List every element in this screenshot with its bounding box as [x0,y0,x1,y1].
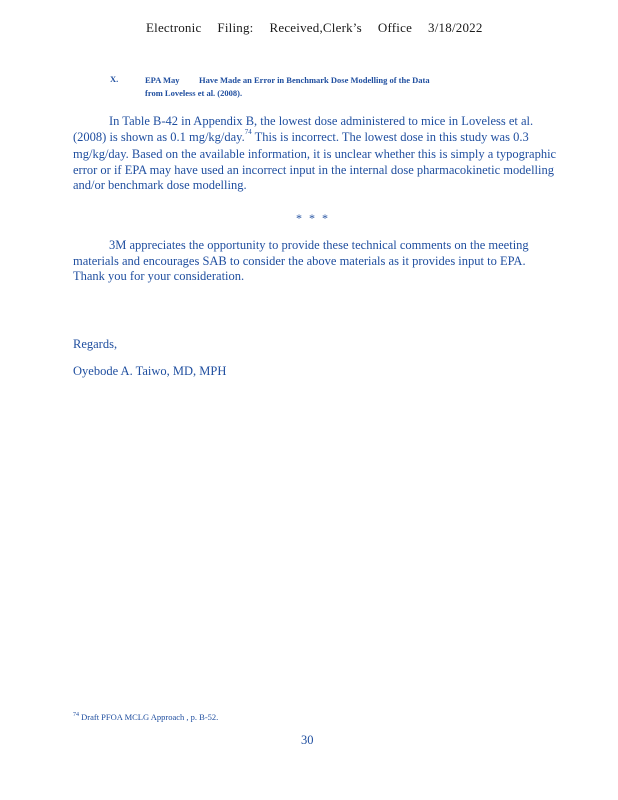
header-word: Filing: [217,20,254,35]
footnote [73,712,218,722]
paragraph-line: error or if EPA may have used an incorrect input in the internal dose pharmacokinetic modelling [73,162,554,177]
section-title [145,74,430,100]
paragraph-text: This is incorrect. The lowest dose in this study was 0.3 [251,129,529,144]
paragraph-line: In Table B-42 in Appendix B, the lowest dose administered to mice in Loveless et al. [109,114,534,128]
section-title-part: EPA May [145,75,180,85]
section-number: X. [110,74,119,84]
footnote-marker: 74 [73,712,79,719]
header-word: Received,Clerk’s [269,20,362,35]
footnote-reference: 74 [244,127,252,136]
header-word: Office [377,20,413,35]
paragraph-line: Thank you for your consideration. [73,269,245,284]
paragraph-dose-error [73,114,601,194]
closing-salutation: Regards, [73,337,118,351]
paragraph-closing [73,238,601,285]
paragraph-line: mg/kg/day. Based on the available information, it is unclear whether this is simply a typographic [73,147,557,162]
section-separator: * * * [296,211,330,225]
paragraph-line: materials and encourages SAB to consider the above materials as it provides input to EPA. [73,253,526,268]
paragraph-text: (2008) is shown as 0.1 mg/kg/day. [73,129,245,144]
header-word: Electronic [146,20,202,35]
section-title-part: Have Made an Error in Benchmark Dose Modelling of the Data [199,75,430,85]
paragraph-line [73,127,601,148]
paragraph-line: 3M appreciates the opportunity to provide these technical comments on the meeting [109,238,529,252]
header-date: 3/18/2022 [428,20,483,35]
signatory-name: Oyebode A. Taiwo, MD, MPH [73,364,227,378]
section-title-part: from Loveless et al. (2008). [145,88,243,98]
paragraph-line: and/or benchmark dose modelling. [73,178,247,193]
footnote-text: Draft PFOA MCLG Approach , p. B-52. [79,712,219,722]
page-number: 30 [301,733,314,747]
electronic-filing-header [146,20,499,36]
